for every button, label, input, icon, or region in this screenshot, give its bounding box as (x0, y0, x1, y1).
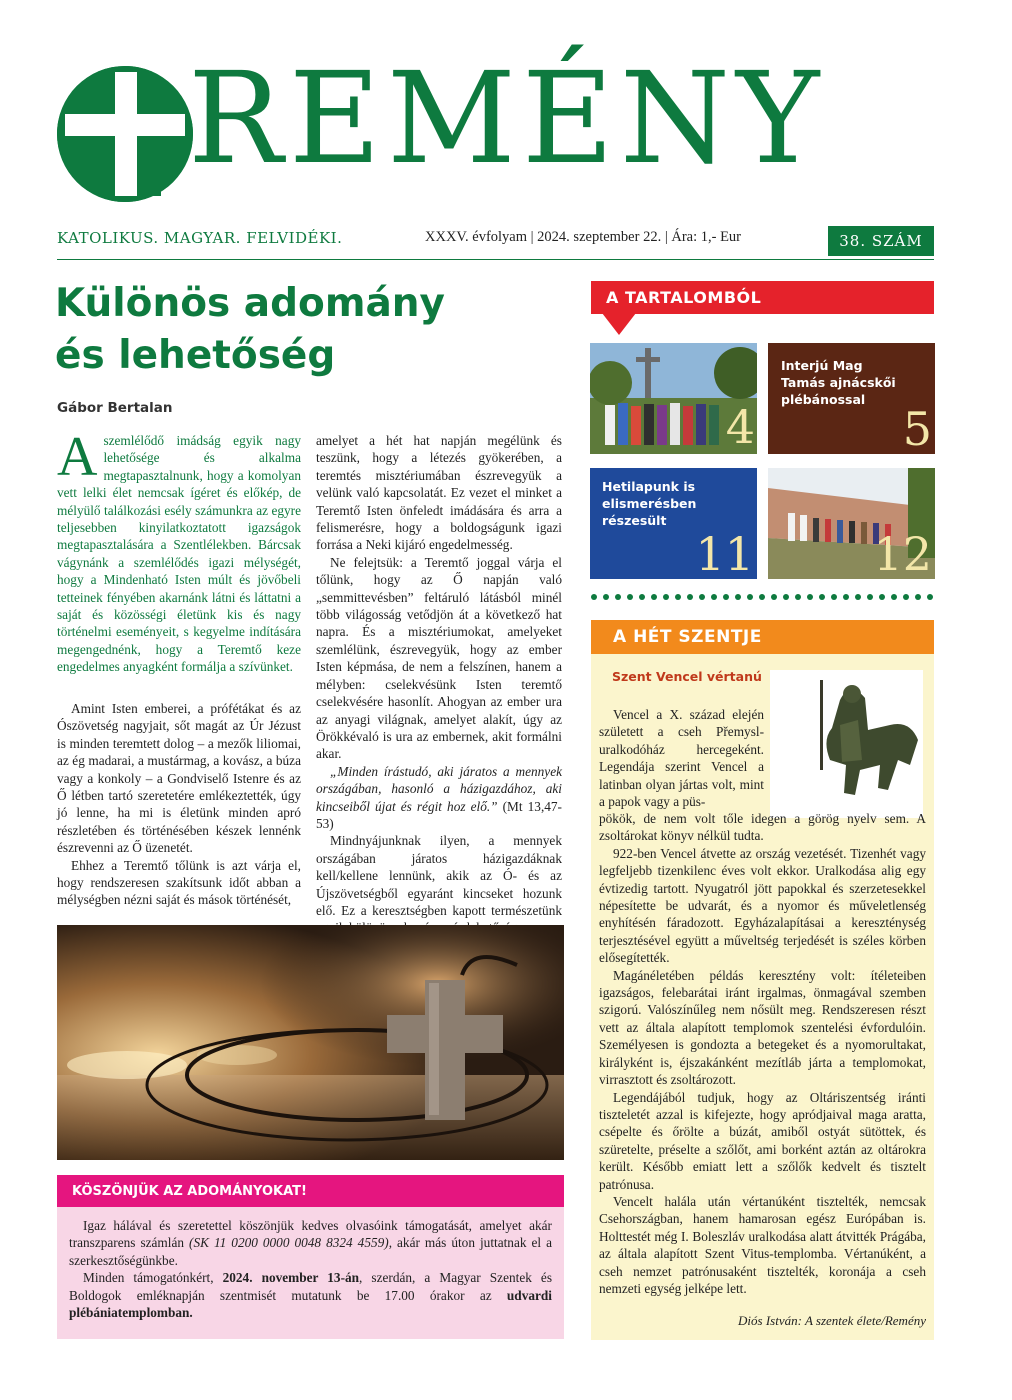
article-lead (57, 426, 301, 676)
tile-page-number: 12 (873, 527, 932, 579)
saint-source: Diós István: A szentek élete/Remény (738, 1313, 926, 1328)
contents-tile-page-12[interactable] (768, 468, 935, 579)
tile-text: Hetilapunk is elismerésben részesült (602, 479, 697, 528)
drop-cap: A (57, 426, 98, 488)
issue-info: XXXV. évfolyam | 2024. szeptember 22. | Ára: 1,- Eur (425, 229, 742, 245)
contents-pointer (602, 313, 636, 335)
paragraph: Vencel a X. század elején született a cseh Přemysl-uralkodóház hercegeként. Legendája szerint Vencel a latinban olyan jártas volt, mint a papok vagy a püs- (599, 707, 764, 810)
dotted-divider (590, 592, 935, 602)
paragraph: Legendájából tudjuk, hogy az Oltáriszentség iránti tiszteletét azzal is kifejezte, hogy apródjaival maga aratta, csépelte és őrölte a búzát, amiből ostyát sütöttek, és szüretelte, préselte a szőlőt, ami borként aztán az oltárokra került. Később emiatt lett a szőlők kedvelt és tisztelt patrónusa. (599, 1089, 926, 1192)
thanks-paragraph (69, 1269, 552, 1321)
cross-in-circle-icon (57, 66, 193, 202)
article-author: Gábor Bertalan (57, 400, 173, 416)
contents-tile-page-5[interactable] (768, 343, 935, 454)
saint-text-body (599, 810, 926, 1297)
saint-of-week-header: A HÉT SZENTJE (591, 620, 934, 654)
thanks-paragraph (69, 1217, 552, 1269)
article-column-1 (57, 700, 301, 909)
cross-necklace-photo (57, 925, 564, 1160)
paragraph: amelyet a hét hat napján megélünk és teszünk, hogy a létezés gyökerében, a teremtés misztériumában észrevegyük a velünk való kapcsolatát. Ez vezet el minket a Teremtő Isten önfeledt imádására és arra a felismerésre, hogy a boldogságunk igazi forrása a Neki kijáró engedelmesség. (316, 433, 562, 553)
saint-title: Szent Vencel vértanú (612, 669, 762, 684)
text: , szerdán, a Magyar Szentek és Boldogok emléknapján szentmisét mutatunk be 17.00 órakor az (69, 1270, 553, 1303)
article-column-2 (316, 432, 562, 937)
text: Igaz hálával és szeretettel köszönjük kedves olvasóink támogatását, amelyet akár transzparens számlán (69, 1218, 552, 1251)
tile-text: Interjú Mag Tamás ajnácskői plébánossal (781, 358, 896, 407)
bank-account: (SK 11 0200 0000 0048 8324 4559) (189, 1235, 389, 1251)
tile-page-number: 11 (695, 527, 754, 579)
mass-date: 2024. november 13-án (222, 1270, 360, 1286)
header-divider (57, 259, 934, 260)
masthead-title: REMÉNY (188, 45, 826, 192)
scripture-quote (316, 763, 562, 833)
quote-text: „Minden írástudó, aki járatos a mennyek országában, hasonló a házigazdához, aki kincseiből újat és régit hoz elő.” (316, 763, 562, 814)
contents-header: A TARTALOMBÓL (591, 281, 934, 314)
thanks-box (57, 1207, 564, 1339)
saint-statue-photo (770, 670, 923, 818)
mass-place: udvardi plébániatemplomban. (69, 1287, 552, 1321)
saint-text-intro (599, 706, 764, 810)
tile-page-number: 4 (725, 400, 755, 454)
paragraph: Magánéletében példás keresztény volt: ítéleteiben igazságos, felebarátai iránt irgalmas, önmagával szemben szigorú. Valószínűleg nem nősült meg. Rendszeresen részt vett az általa alapított templomok szentelési évfordulóin. Személyesen is gondozta a betegeket és a nyomorultakat, királyként is, éjszakánként mezítláb járta a templomokat, virrasztott és zsoltározott. (599, 967, 926, 1088)
paragraph: Vencelt halála után vértanúként tisztelték, nemcsak Csehországban, hanem hamarosan egész Európában is. Holttestét még I. Boleszláv uralkodása alatt átvitték Prágába, az általa alapított Szent Vitus-templomba. Vértanúként, a cseh nemzet patrónusaként tisztelték, koronája a cseh nemzeti egység jelképe lett. (599, 1193, 926, 1296)
paragraph: Amint Isten emberei, a prófétákat és az Ószövetség nagyjait, sőt magát az Úr Jézust is minden teremtett dolog – a mezők liliomai, az ég madarai, a mustármag, a kovász, a búza vagy a konkoly – a Gondviselő Istenre és az Ő létben tartó szeretetére emlékeztették, úgy jó lenne, ha mi is életünk minden apró részletében és történésében készek lennénk észrevenni az Ő üzenetét. (57, 701, 301, 856)
lead-text: szemlélődő imádság egyik nagy lehetősége és alkalma megtapasztalnunk, hogy a komolyan vett lelki élet nemcsak ígéret és előkép, de mélyülő találkozási esély számunkra az egyre teljesebben kinyilatkoztatott igazságok megtapasztalására a Szentlélekben. Bárcsak vágynánk a szemlélődés igazi mélységét, hogy a Mindenható Isten múlt és jövőbeli tetteinek fényében akarnánk látni és láttatni a saját és közösségi életünk kis és nagy történelmi eseményeit, s kegyelme indítására megengednénk, hogy a Teremtő keze engedelmes anyagként formálja a szívünket. (57, 433, 301, 675)
contents-tile-page-4[interactable] (590, 343, 757, 454)
paragraph: 922-ben Vencel átvette az ország vezetését. Tizenhét vagy legfeljebb tizenkilenc éves volt ekkor. Uralkodása alig egy évtizedig tartott. Nyugatról jött papokkal és szerzetesekkel népesítette be udvarát, és a nyomor és műveletlenség enyhítésén fáradozott. Egyházalapításai a kereszténység terjesztésével együtt a műveltség terjedését is széles körben elősegítették. (599, 845, 926, 966)
paragraph: Mindnyájunknak ilyen, a mennyek országában járatos házigazdáknak kell/kellene lennünk, akik az Ó- és az Újszövetségből egyaránt kincseket hozunk elő. Ez a keresztségben kapott természetünk (316, 833, 562, 918)
thanks-header: KÖSZÖNJÜK AZ ADOMÁNYOKAT! (57, 1175, 564, 1207)
tagline: KATOLIKUS. MAGYAR. FELVIDÉKI. (57, 229, 343, 247)
paragraph: pökök, de nem volt tőle idegen a görög nyelv sem. A zsoltárokat könyv nélkül tudta. (599, 811, 926, 844)
text: , akár más úton juttatnak el a szerkesztőségünkbe. (69, 1235, 553, 1268)
contents-tile-page-11[interactable] (590, 468, 757, 579)
article-headline (55, 278, 555, 382)
quote-reference: (Mt 13,47-53) (316, 798, 562, 831)
paragraph: Ehhez a Teremtő tőlünk is azt várja el, hogy rendszeresen szakítsunk időt abban a mélységben nézni saját és mások történését, (57, 857, 301, 908)
headline-line-1: Különös adomány (55, 281, 445, 326)
text: Minden támogatónkért, (83, 1270, 223, 1286)
tile-page-number: 5 (902, 402, 932, 454)
paragraph: Ne felejtsük: a Teremtő joggal várja el tőlünk, hogy az Ő napján való „semmittevésben” feltáruló látásból minél több világosság vetődjön át a következő hat napra. És a misztériumokat, amelyeket szemlélünk, észrevegyük, hogy az ember Isten képmása, de nem a felszínen, hanem a mélyben: cselekvésünk Isten teremtő cselekvésére hasonlít. Ahogyan az ember ura az anyagi világnak, amelyet alakít, úgy az Örökkévaló is ura az embernek, akit formálni akar. (316, 554, 562, 762)
headline-line-2: és lehetőség (55, 333, 336, 378)
issue-number-badge: 38. SZÁM (828, 226, 934, 256)
